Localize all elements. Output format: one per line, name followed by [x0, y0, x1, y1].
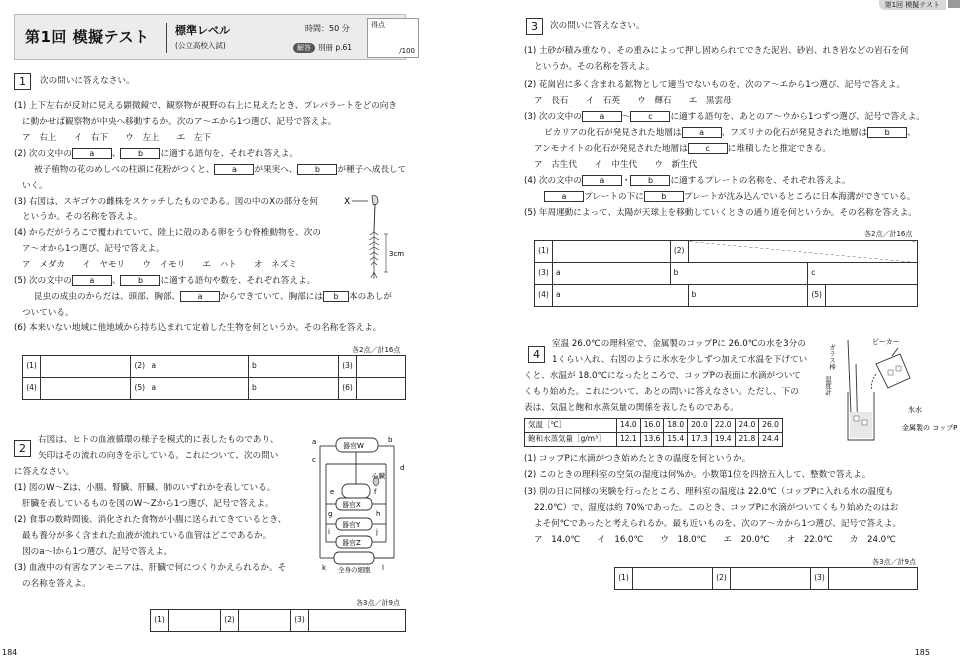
answer-cell[interactable] [239, 610, 291, 632]
answer-cell[interactable] [552, 241, 670, 263]
q2-text: (2) 食事の数時間後、消化された食物が小腸に送られてきているとき、 [14, 515, 287, 525]
q3-choices: ア 古生代 イ 中生代 ウ 新生代 [534, 160, 698, 170]
answer-cell[interactable] [41, 378, 131, 400]
q2-text: (1) 図のW～Zは、小腸、腎臓、肝臓、肺のいずれかを表している。 [14, 483, 276, 493]
q1-text: (6) 本来いない地域に他地域から持ち込まれて定着した生物を何というか。その名称を答えよ。 [14, 323, 382, 333]
moss-figure [340, 192, 410, 284]
q1-points: 各2点／計16点 [352, 346, 401, 354]
score-box[interactable] [367, 18, 419, 58]
answer-cell[interactable] [169, 610, 221, 632]
q1-text: (4) からだがうろこで覆われていて、陸上に殻のある卵をうむ脊椎動物を、次の [14, 228, 321, 238]
answer-cell[interactable]: b [688, 285, 808, 307]
answer-cell[interactable]: a [552, 263, 670, 285]
q3-text: (1) 土砂が積み重なり、その重みによって押し固められてできた泥岩、砂岩、れき岩などの岩石を何 [524, 46, 909, 56]
amount-cell: 21.8 [735, 433, 759, 447]
q2-text: 最も養分が多く含まれた血液が流れている血管はどこであるか。 [22, 531, 272, 541]
answer-cell[interactable]: a [552, 285, 688, 307]
q3-text: というか。その名称を答えよ。 [534, 62, 655, 72]
q4-text: よそ何℃であったと考えられるか。最も近いものを、次のア～カから1つ選び、記号で答えよ。 [534, 519, 902, 529]
svg-text:ガラス棒: ガラス棒 [828, 344, 836, 370]
q1-text: というか。その名称を答えよ。 [22, 212, 143, 222]
saturation-table: 気温［℃］ 14.0 16.0 18.0 20.0 22.0 24.0 26.0 飽和水蒸気量［g/m³］ 12.1 13.6 15.4 17.3 19.4 21.8 24.4 [524, 418, 783, 447]
q2-text: の名称を答えよ。 [22, 579, 91, 589]
fig-x-label: X [344, 197, 351, 207]
svg-text:器官Z: 器官Z [342, 539, 361, 547]
q4-text: 1くらい入れ、右図のように氷水を少しずつ加えて水温を下げてい [552, 355, 808, 365]
time-limit: 時間：50 分 [305, 24, 350, 33]
amount-cell: 24.4 [759, 433, 783, 447]
test-header [14, 14, 415, 60]
svg-text:j: j [376, 528, 378, 536]
svg-text:l: l [382, 564, 384, 572]
svg-text:g: g [328, 510, 333, 518]
q3-points: 各2点／計16点 [864, 230, 913, 238]
svg-text:h: h [376, 510, 381, 518]
svg-text:氷水: 氷水 [908, 406, 922, 414]
fig-scale: 3cm [389, 250, 405, 258]
svg-text:心臓: 心臓 [372, 472, 385, 480]
circulation-diagram [306, 434, 414, 574]
q1-text: に動かせば観察物が中央へ移動するか。次のア～エから1つ選び、記号で答えよ。 [22, 117, 337, 127]
level-label: 標準レベル [175, 24, 230, 37]
question-number: 4 [528, 346, 545, 363]
q3-text: アンモナイトの化石が発見された地層は c に堆積したと推定できる。 [534, 144, 831, 154]
amount-cell: 12.1 [617, 433, 641, 447]
q3-answer-table: (1) (2) (3) a b c (4) a b (5) [534, 240, 918, 307]
svg-text:i: i [328, 528, 330, 536]
answer-cell[interactable] [688, 241, 917, 263]
svg-text:a: a [312, 438, 317, 446]
temp-cell: 26.0 [759, 419, 783, 433]
svg-text:器官W: 器官W [343, 442, 364, 450]
q1-text: いく。 [22, 181, 48, 191]
svg-text:ビーカー: ビーカー [872, 338, 900, 346]
q2-text: 図のa～lから1つ選び、記号で答えよ。 [22, 547, 173, 557]
temp-cell: 24.0 [735, 419, 759, 433]
answer-cell[interactable] [826, 285, 918, 307]
page-tag: 第1回 模擬テスト [879, 0, 946, 10]
page-tag-bar [948, 0, 960, 8]
q4-text: (1) コップPに水滴がつき始めたときの温度を何というか。 [524, 454, 751, 464]
answer-badge: 解答 [293, 43, 315, 53]
right-page [480, 0, 960, 661]
q1-choices: ア 右上 イ 右下 ウ 左上 エ 左下 [22, 133, 212, 143]
q1-choices: ア メダカ イ ヤモリ ウ イモリ エ ハト オ ネズミ [22, 260, 297, 270]
answer-cell[interactable]: b [249, 378, 339, 400]
answer-cell[interactable]: a [149, 378, 249, 400]
q1-text: ア～オから1つ選び、記号で答えよ。 [22, 244, 165, 254]
q3-choices: ア 長石 イ 石英 ウ 輝石 エ 黒雲母 [534, 96, 732, 106]
q2-answer-table: (1) (2) (3) [150, 609, 406, 632]
page-number-left: 184 [2, 648, 18, 658]
answer-ref: 解答 別冊 p.61 [293, 43, 352, 54]
q3-text: (2) 花崗岩に多く含まれる鉱物として適当でないものを、次のア～エから1つ選び、記号で答えよ。 [524, 80, 905, 90]
experiment-figure [824, 334, 958, 446]
q4-text: 22.0℃）で、湿度は約 70%であった。このとき、コップPに水滴がついてくもり始めたのはお [534, 503, 899, 513]
answer-cell[interactable] [357, 356, 406, 378]
question-number: 3 [526, 18, 543, 35]
q4-text: くもり始めた。これについて、あとの問いに答えなさい。ただし、下の [524, 387, 799, 397]
svg-text:温度計: 温度計 [824, 376, 832, 396]
svg-text:全身の細胞: 全身の細胞 [338, 566, 371, 574]
test-title: 第1回 模擬テスト [25, 28, 150, 46]
q1-text: (2) 次の文中の a 、 b に適する語句を、それぞれ答えよ。 [14, 149, 298, 159]
answer-cell[interactable]: b [249, 356, 339, 378]
q4-text: (2) このときの理科室の空気の湿度は何%か。小数第1位を四捨五入して、整数で答えよ。 [524, 470, 871, 480]
svg-text:d: d [400, 464, 405, 472]
answer-cell[interactable]: b [670, 263, 808, 285]
q1-text: (1) 上下左右が反対に見える顕微鏡で、観察物が視野の右上に見えたとき、プレパラートをどの向き [14, 101, 397, 111]
answer-cell[interactable] [41, 356, 131, 378]
question-number: 2 [14, 440, 31, 457]
q2-text: 右図は、ヒトの血液循環の様子を模式的に表したものであり、 [38, 435, 279, 445]
temp-cell: 16.0 [640, 419, 664, 433]
temp-cell: 14.0 [617, 419, 641, 433]
q3-text: ビカリアの化石が発見された地層は a 、フズリナの化石が発見された地層は b 、 [544, 128, 916, 138]
level-sub: (公立高校入試) [175, 41, 226, 50]
svg-text:器官X: 器官X [342, 501, 361, 509]
q4-text: 室温 26.0℃の理科室で、金属製のコップPに 26.0℃の水を3分の [552, 339, 806, 349]
q3-text: (3) 次の文中の a ～ c に適する語句を、あとのア～ウから1つずつ選び、記号で答えよ。 [524, 112, 925, 122]
q4-text: くと、水温が 18.0℃になったところで、コップPの表面に水滴がついて [524, 371, 801, 381]
q2-points: 各3点／計9点 [356, 599, 400, 607]
svg-text:金属製の コップP: 金属製の コップP [902, 424, 958, 432]
q1-answer-table: (1) (2) a b (3) (4) (5) a b (6) [22, 355, 406, 400]
answer-cell[interactable] [731, 568, 811, 590]
answer-cell[interactable] [829, 568, 918, 590]
amount-cell: 13.6 [640, 433, 664, 447]
amount-cell: 15.4 [664, 433, 688, 447]
amount-cell: 19.4 [711, 433, 735, 447]
question-number: 1 [14, 73, 31, 90]
answer-cell[interactable] [357, 378, 406, 400]
answer-cell[interactable]: a [149, 356, 249, 378]
svg-text:e: e [330, 488, 335, 496]
answer-cell[interactable] [633, 568, 713, 590]
q4-text: 表は、気温と飽和水蒸気量の関係を表したものである。 [524, 403, 739, 413]
answer-cell[interactable] [309, 610, 406, 632]
question-lead: 次の問いに答えなさい。 [550, 21, 645, 31]
temp-cell: 20.0 [688, 419, 712, 433]
q3-text: a プレートの下に b プレートが沈み込んでいるところに日本海溝ができている。 [544, 191, 916, 203]
question-lead: 次の問いに答えなさい。 [40, 76, 135, 86]
svg-text:k: k [322, 564, 327, 572]
svg-text:f: f [374, 488, 377, 496]
q4-choices: ア 14.0℃ イ 16.0℃ ウ 18.0℃ エ 20.0℃ オ 22.0℃ カ 24.0℃ [534, 535, 896, 545]
svg-text:b: b [388, 436, 393, 444]
q4-answer-table: (1) (2) (3) [614, 567, 918, 590]
page-number-right: 185 [914, 648, 930, 658]
q1-text: 昆虫の成虫のからだは、頭部、胸部、 a からできていて、胸部には b 本のあしが [34, 292, 392, 302]
header-divider [166, 23, 167, 53]
svg-text:器官Y: 器官Y [342, 521, 361, 529]
q1-text: (3) 右図は、スギゴケの雌株をスケッチしたものである。図の中のXの部分を何 [14, 197, 318, 207]
q4-points: 各3点／計9点 [872, 558, 916, 566]
q2-text: 肝臓を表しているものを図のW～Zから1つ選び、記号で答えよ。 [22, 499, 274, 509]
answer-cell[interactable]: c [808, 263, 918, 285]
q2-text: に答えなさい。 [14, 467, 75, 477]
amount-cell: 17.3 [688, 433, 712, 447]
q2-text: (3) 血液中の有害なアンモニアは、肝臓で何につくりかえられるか。そ [14, 563, 287, 573]
temp-cell: 18.0 [664, 419, 688, 433]
q2-text: 矢印はその流れの向きを示している。これについて、次の問い [38, 451, 279, 461]
svg-text:c: c [312, 456, 316, 464]
score-label: 得点 [371, 21, 385, 29]
q1-text: 被子植物の花のめしべの柱頭に花粉がつくと、 a が果実へ、 b が種子へ成長して [34, 165, 407, 175]
q1-text: ついている。 [22, 308, 74, 318]
temp-cell: 22.0 [711, 419, 735, 433]
q3-text: (5) 年周運動によって、太陽が天球上を移動していくときの通り道を何というか。その名称を答えよ。 [524, 208, 917, 218]
q3-text: (4) 次の文中の a ・ b に適するプレートの名称を、それぞれ答えよ。 [524, 176, 851, 186]
q4-text: (3) 別の日に同様の実験を行ったところ、理科室の温度は 22.0℃（コップPに入れる水の温度も [524, 487, 894, 497]
score-total: /100 [399, 46, 415, 55]
q1-text: (5) 次の文中の a 、 b に適する語句や数を、それぞれ答えよ。 [14, 276, 316, 286]
